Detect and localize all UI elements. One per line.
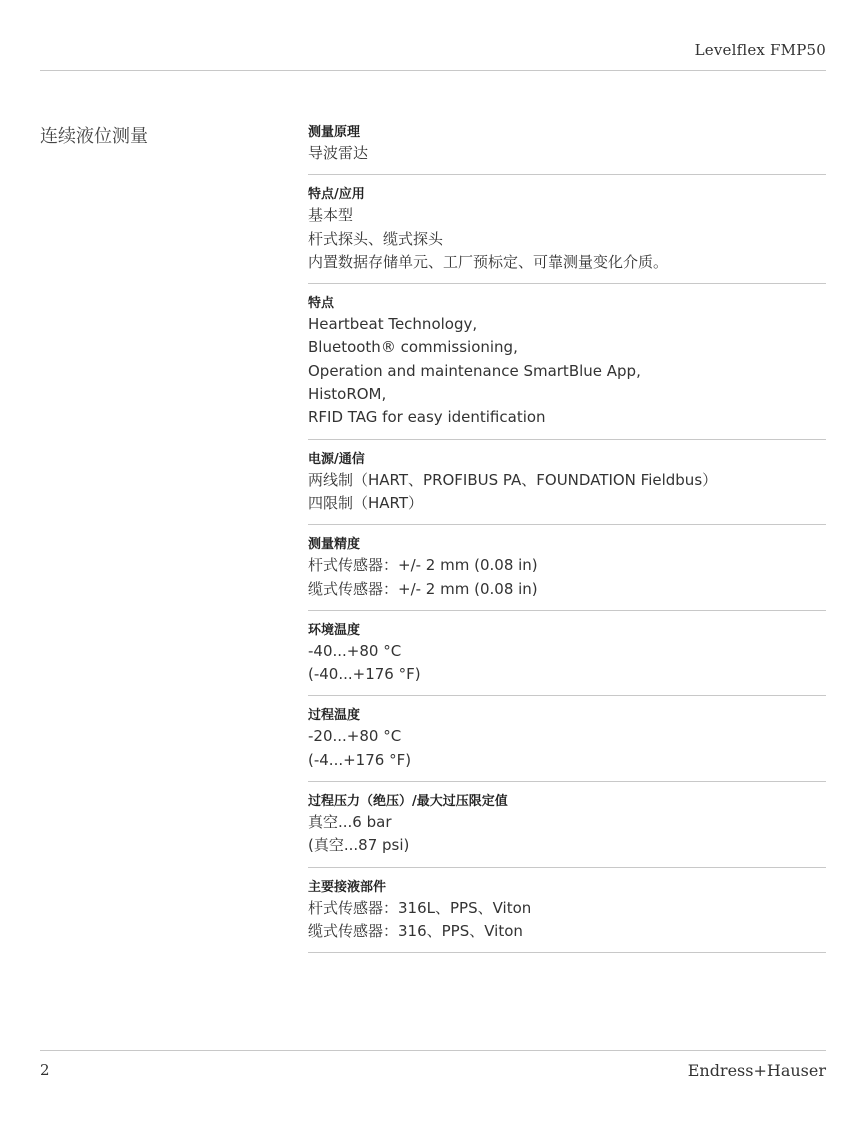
spec-process-pressure xyxy=(308,793,826,868)
header-divider xyxy=(40,70,826,71)
spec-label: 环境温度 xyxy=(308,622,361,638)
spec-features xyxy=(308,295,826,439)
spec-value: 两线制（HART、PROFIBUS PA、FOUNDATION Fieldbus） xyxy=(308,470,718,489)
spec-label: 测量精度 xyxy=(308,537,361,553)
spec-value: -40...+80 °C xyxy=(308,641,402,660)
spec-value: (-40...+176 °F) xyxy=(308,665,421,684)
spec-value: 杆式探头、缆式探头 xyxy=(308,229,444,248)
spec-value: 内置数据存储单元、工厂预标定、可靠测量变化介质。 xyxy=(308,252,669,271)
spec-label: 特点/应用 xyxy=(308,187,365,203)
spec-label: 主要接液部件 xyxy=(308,879,387,895)
spec-process-temperature xyxy=(308,707,826,782)
spec-value: 杆式传感器：316L、PPS、Viton xyxy=(308,898,532,917)
spec-accuracy xyxy=(308,536,826,611)
spec-value: RFID TAG for easy identification xyxy=(308,408,546,427)
spec-value: 导波雷达 xyxy=(308,144,369,162)
spec-characteristics-application xyxy=(308,186,826,284)
spec-label: 过程压力（绝压）/最大过压限定值 xyxy=(308,794,508,810)
spec-label: 电源/通信 xyxy=(308,451,365,467)
spec-value: Heartbeat Technology, xyxy=(308,315,478,334)
spec-value: (真空...87 psi) xyxy=(308,836,410,855)
spec-value: 真空...6 bar xyxy=(308,813,392,832)
spec-label: 过程温度 xyxy=(308,708,361,724)
spec-value: 四限制（HART） xyxy=(308,493,424,512)
spec-list xyxy=(308,124,826,964)
page-number: 2 xyxy=(40,1061,50,1079)
spec-label: 测量原理 xyxy=(308,125,361,140)
spec-value: 缆式传感器：+/- 2 mm (0.08 in) xyxy=(308,579,538,598)
spec-wetted-parts xyxy=(308,879,826,954)
spec-measuring-principle xyxy=(308,124,826,175)
brand-name: Endress+Hauser xyxy=(687,1061,826,1080)
spec-ambient-temperature xyxy=(308,622,826,697)
spec-value: (-4...+176 °F) xyxy=(308,750,412,769)
spec-value: 杆式传感器：+/- 2 mm (0.08 in) xyxy=(308,556,538,575)
spec-value: HistoROM, xyxy=(308,385,387,404)
spec-value: Operation and maintenance SmartBlue App, xyxy=(308,361,641,380)
footer-divider xyxy=(40,1050,826,1051)
spec-value: Bluetooth® commissioning, xyxy=(308,338,518,357)
section-title: 连续液位测量 xyxy=(40,126,148,147)
spec-power-communication xyxy=(308,451,826,526)
spec-value: -20...+80 °C xyxy=(308,727,402,746)
spec-label: 特点 xyxy=(308,296,335,312)
spec-value: 缆式传感器：316、PPS、Viton xyxy=(308,921,523,940)
document-title: Levelflex FMP50 xyxy=(694,41,826,59)
spec-value: 基本型 xyxy=(308,206,354,225)
